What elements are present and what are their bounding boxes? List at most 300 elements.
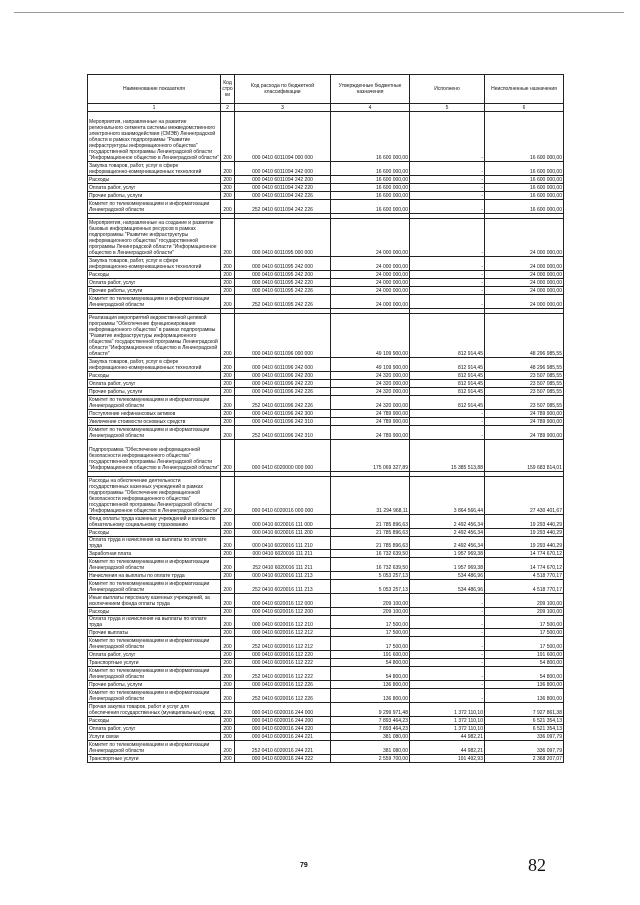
col-number: 2 bbox=[221, 104, 235, 112]
row-line-code: 200 bbox=[221, 558, 235, 572]
table-row bbox=[88, 112, 564, 162]
col-header-name: Наименование показателя bbox=[88, 75, 221, 104]
row-executed: - bbox=[410, 659, 485, 667]
row-approved: 7 893 464,23 bbox=[331, 717, 410, 725]
row-line-code: 200 bbox=[221, 651, 235, 659]
row-unexecuted: 336 097,79 bbox=[485, 741, 564, 755]
row-unexecuted: 23 507 085,55 bbox=[485, 388, 564, 396]
row-approved: 209 100,00 bbox=[331, 594, 410, 608]
table-row bbox=[88, 637, 564, 651]
row-executed: 534 486,96 bbox=[410, 572, 485, 580]
row-line-code: 200 bbox=[221, 418, 235, 426]
row-line-code: 200 bbox=[221, 629, 235, 637]
row-approved: 24 320 000,00 bbox=[331, 396, 410, 410]
row-approved: 2 559 700,00 bbox=[331, 755, 410, 763]
row-unexecuted: 54 800,00 bbox=[485, 659, 564, 667]
row-budget-code: 000 0410 6020016 112 210 bbox=[235, 616, 331, 629]
table-row bbox=[88, 529, 564, 537]
row-name: Комитет по телекоммуникациям и информатизации Ленинградской области bbox=[88, 689, 221, 703]
row-executed: - bbox=[410, 608, 485, 616]
row-unexecuted: 191 600,00 bbox=[485, 651, 564, 659]
row-approved: 31 294 968,11 bbox=[331, 477, 410, 515]
row-line-code: 200 bbox=[221, 200, 235, 214]
row-name: Комитет по телекоммуникациям и информатизации Ленинградской области bbox=[88, 558, 221, 572]
table-row bbox=[88, 572, 564, 580]
row-unexecuted: 19 293 440,29 bbox=[485, 515, 564, 529]
row-name: Расходы на обеспечение деятельности государственных казенных учреждений в рамках подпрограммы "Обеспечение информационной безопасности информационного общества" государственной программы Ленинградской области "Информационное общество в Ленинградской области" bbox=[89, 478, 219, 514]
row-unexecuted: 159 683 814,01 bbox=[485, 440, 564, 472]
table-row bbox=[88, 703, 564, 717]
row-unexecuted: 24 000 000,00 bbox=[485, 271, 564, 279]
row-executed: - bbox=[410, 410, 485, 418]
table-row bbox=[88, 755, 564, 763]
row-line-code: 200 bbox=[221, 572, 235, 580]
row-budget-code: 000 0410 6011095 242 200 bbox=[235, 271, 331, 279]
row-budget-code: 000 0410 6020016 244 222 bbox=[235, 755, 331, 763]
table-body bbox=[88, 112, 564, 763]
table-row bbox=[88, 279, 564, 287]
col-number: 6 bbox=[485, 104, 564, 112]
col-number: 1 bbox=[88, 104, 221, 112]
row-unexecuted: 24 789 900,00 bbox=[485, 418, 564, 426]
row-budget-code: 252 0410 6011096 242 310 bbox=[235, 426, 331, 440]
row-approved: 54 800,00 bbox=[331, 667, 410, 681]
row-executed: 1 957 969,38 bbox=[410, 550, 485, 558]
row-executed: 812 914,45 bbox=[410, 372, 485, 380]
row-approved: 49 109 900,00 bbox=[331, 314, 410, 358]
row-approved: 16 600 000,00 bbox=[331, 162, 410, 176]
row-approved: 24 320 000,00 bbox=[331, 388, 410, 396]
row-line-code: 200 bbox=[221, 755, 235, 763]
row-unexecuted: 209 100,00 bbox=[485, 608, 564, 616]
row-name: Услуги связи bbox=[88, 733, 221, 741]
row-unexecuted: 24 000 000,00 bbox=[485, 257, 564, 271]
row-unexecuted: 14 774 670,12 bbox=[485, 550, 564, 558]
row-budget-code: 000 0410 6020016 112 000 bbox=[235, 594, 331, 608]
row-unexecuted: 136 800,00 bbox=[485, 681, 564, 689]
table-row bbox=[88, 537, 564, 550]
row-executed: - bbox=[410, 616, 485, 629]
row-executed: - bbox=[410, 271, 485, 279]
row-approved: 24 789 900,00 bbox=[331, 426, 410, 440]
table-header-row bbox=[88, 75, 564, 104]
row-name: Поступление нефинансовых активов bbox=[88, 410, 221, 418]
row-unexecuted: 24 789 900,00 bbox=[485, 410, 564, 418]
col-number: 3 bbox=[235, 104, 331, 112]
row-budget-code: 000 0410 6011096 242 200 bbox=[235, 372, 331, 380]
row-unexecuted: 16 600 000,00 bbox=[485, 112, 564, 162]
row-approved: 24 789 900,00 bbox=[331, 410, 410, 418]
row-approved: 54 800,00 bbox=[331, 659, 410, 667]
table-row bbox=[88, 192, 564, 200]
row-executed: - bbox=[410, 184, 485, 192]
row-name: Прочие работы, услуги bbox=[88, 287, 221, 295]
row-budget-code: 000 0410 6011096 242 300 bbox=[235, 410, 331, 418]
row-name: Фонд оплаты труда казенных учреждений и взносы по обязательному социальному страхованию bbox=[88, 515, 221, 529]
col-header-budget-code: Код расхода по бюджетной классификации bbox=[235, 75, 331, 104]
row-approved: 7 893 464,23 bbox=[331, 725, 410, 733]
row-executed: 1 372 110,10 bbox=[410, 725, 485, 733]
row-approved: 16 600 000,00 bbox=[331, 192, 410, 200]
row-approved: 21 785 896,63 bbox=[331, 515, 410, 529]
row-approved: 381 080,00 bbox=[331, 733, 410, 741]
row-line-code: 200 bbox=[221, 580, 235, 594]
table-row bbox=[88, 287, 564, 295]
row-line-code: 200 bbox=[221, 733, 235, 741]
table-row bbox=[88, 358, 564, 372]
row-unexecuted: 27 430 401,67 bbox=[485, 477, 564, 515]
row-unexecuted: 4 518 770,17 bbox=[485, 572, 564, 580]
row-approved: 24 320 000,00 bbox=[331, 372, 410, 380]
row-unexecuted: 6 521 354,13 bbox=[485, 725, 564, 733]
row-name: Комитет по телекоммуникациям и информатизации Ленинградской области bbox=[88, 667, 221, 681]
row-name: Оплата работ, услуг bbox=[88, 380, 221, 388]
table-row bbox=[88, 477, 564, 515]
row-budget-code: 000 0410 6011096 242 226 bbox=[235, 388, 331, 396]
row-approved: 24 000 000,00 bbox=[331, 271, 410, 279]
row-unexecuted: 16 600 000,00 bbox=[485, 176, 564, 184]
row-unexecuted: 54 800,00 bbox=[485, 667, 564, 681]
row-unexecuted: 24 789 900,00 bbox=[485, 426, 564, 440]
row-approved: 17 500,00 bbox=[331, 637, 410, 651]
row-unexecuted: 136 800,00 bbox=[485, 689, 564, 703]
table-row bbox=[88, 741, 564, 755]
row-approved: 381 080,00 bbox=[331, 741, 410, 755]
row-budget-code: 252 0410 6020016 112 222 bbox=[235, 667, 331, 681]
table-row bbox=[88, 426, 564, 440]
row-budget-code: 000 0410 6020016 244 221 bbox=[235, 733, 331, 741]
row-approved: 175 069 327,89 bbox=[331, 440, 410, 472]
row-executed: - bbox=[410, 667, 485, 681]
table-row bbox=[88, 295, 564, 309]
row-unexecuted: 209 100,00 bbox=[485, 594, 564, 608]
row-executed: - bbox=[410, 112, 485, 162]
col-header-unexecuted: Неисполненные назначения bbox=[485, 75, 564, 104]
row-executed: - bbox=[410, 162, 485, 176]
budget-execution-table bbox=[87, 74, 564, 763]
table-row bbox=[88, 616, 564, 629]
row-budget-code: 000 0410 6020016 112 226 bbox=[235, 681, 331, 689]
row-approved: 24 000 000,00 bbox=[331, 279, 410, 287]
table-row bbox=[88, 594, 564, 608]
row-line-code: 200 bbox=[221, 257, 235, 271]
row-executed: - bbox=[410, 295, 485, 309]
table-row bbox=[88, 440, 564, 472]
row-line-code: 200 bbox=[221, 616, 235, 629]
row-executed: 812 914,45 bbox=[410, 396, 485, 410]
table-row bbox=[88, 667, 564, 681]
row-name: Расходы bbox=[88, 372, 221, 380]
row-executed: 2 492 456,34 bbox=[410, 529, 485, 537]
row-approved: 24 000 000,00 bbox=[331, 219, 410, 257]
row-name: Оплата работ, услуг bbox=[88, 651, 221, 659]
row-name: Расходы bbox=[88, 271, 221, 279]
row-unexecuted: 24 000 000,00 bbox=[485, 219, 564, 257]
row-budget-code: 000 0410 6011096 242 000 bbox=[235, 358, 331, 372]
row-unexecuted: 48 296 985,55 bbox=[485, 314, 564, 358]
table-row bbox=[88, 580, 564, 594]
row-approved: 17 500,00 bbox=[331, 629, 410, 637]
row-unexecuted: 14 774 670,12 bbox=[485, 558, 564, 572]
row-name: Оплата труда и начисления на выплаты по оплате труда bbox=[88, 616, 221, 629]
row-budget-code: 000 0410 6020016 111 211 bbox=[235, 550, 331, 558]
row-approved: 24 789 900,00 bbox=[331, 418, 410, 426]
row-line-code: 200 bbox=[221, 279, 235, 287]
row-approved: 16 600 000,00 bbox=[331, 176, 410, 184]
table-row bbox=[88, 717, 564, 725]
table-row bbox=[88, 176, 564, 184]
row-executed: - bbox=[410, 594, 485, 608]
row-approved: 49 109 900,00 bbox=[331, 358, 410, 372]
row-name: Расходы bbox=[88, 717, 221, 725]
row-line-code: 200 bbox=[221, 637, 235, 651]
row-executed: 44 982,21 bbox=[410, 733, 485, 741]
row-line-code: 200 bbox=[221, 372, 235, 380]
row-line-code: 200 bbox=[221, 162, 235, 176]
row-line-code: 200 bbox=[221, 741, 235, 755]
table-row bbox=[88, 733, 564, 741]
table-row bbox=[88, 629, 564, 637]
row-executed: 2 492 456,34 bbox=[410, 515, 485, 529]
row-unexecuted: 4 518 770,17 bbox=[485, 580, 564, 594]
row-executed: 812 914,45 bbox=[410, 314, 485, 358]
row-executed: 1 372 110,10 bbox=[410, 717, 485, 725]
row-budget-code: 000 0410 6011096 242 310 bbox=[235, 418, 331, 426]
row-budget-code: 000 0410 6011096 242 220 bbox=[235, 380, 331, 388]
table-row bbox=[88, 271, 564, 279]
row-line-code: 200 bbox=[221, 287, 235, 295]
row-approved: 9 299 971,48 bbox=[331, 703, 410, 717]
row-budget-code: 000 0410 6020000 000 000 bbox=[235, 440, 331, 472]
row-budget-code: 000 0410 6011094 242 200 bbox=[235, 176, 331, 184]
row-name: Прочие выплаты bbox=[88, 629, 221, 637]
row-line-code: 200 bbox=[221, 725, 235, 733]
row-executed: - bbox=[410, 287, 485, 295]
table-row bbox=[88, 659, 564, 667]
row-approved: 24 000 000,00 bbox=[331, 257, 410, 271]
row-approved: 191 600,00 bbox=[331, 651, 410, 659]
row-unexecuted: 23 507 085,55 bbox=[485, 380, 564, 388]
row-line-code: 200 bbox=[221, 314, 235, 358]
table-row bbox=[88, 314, 564, 358]
row-name: Комитет по телекоммуникациям и информатизации Ленинградской области bbox=[88, 741, 221, 755]
page-number: 79 bbox=[300, 862, 308, 869]
table-row bbox=[88, 689, 564, 703]
row-budget-code: 000 0410 6011095 242 220 bbox=[235, 279, 331, 287]
row-approved: 5 053 257,13 bbox=[331, 572, 410, 580]
row-line-code: 200 bbox=[221, 380, 235, 388]
row-unexecuted: 17 500,00 bbox=[485, 637, 564, 651]
row-line-code: 200 bbox=[221, 608, 235, 616]
row-budget-code: 252 0410 6020016 112 212 bbox=[235, 637, 331, 651]
row-unexecuted: 6 521 354,13 bbox=[485, 717, 564, 725]
row-line-code: 200 bbox=[221, 192, 235, 200]
row-line-code: 200 bbox=[221, 537, 235, 550]
row-unexecuted: 16 600 000,00 bbox=[485, 200, 564, 214]
row-line-code: 200 bbox=[221, 295, 235, 309]
row-line-code: 200 bbox=[221, 271, 235, 279]
row-line-code: 200 bbox=[221, 219, 235, 257]
row-unexecuted: 24 000 000,00 bbox=[485, 287, 564, 295]
row-executed: 44 982,21 bbox=[410, 741, 485, 755]
table-row bbox=[88, 725, 564, 733]
row-approved: 5 053 257,13 bbox=[331, 580, 410, 594]
row-executed: 191 492,93 bbox=[410, 755, 485, 763]
row-name: Комитет по телекоммуникациям и информатизации Ленинградской области bbox=[88, 200, 221, 214]
row-budget-code: 000 0410 6011096 000 000 bbox=[235, 314, 331, 358]
handwritten-page-stamp: 82 bbox=[528, 855, 546, 875]
row-name: Оплата работ, услуг bbox=[88, 279, 221, 287]
row-executed: - bbox=[410, 651, 485, 659]
row-line-code: 200 bbox=[221, 667, 235, 681]
row-approved: 24 320 000,00 bbox=[331, 380, 410, 388]
row-budget-code: 252 0410 6020016 112 226 bbox=[235, 689, 331, 703]
row-name: Прочие работы, услуги bbox=[88, 388, 221, 396]
row-executed: - bbox=[410, 681, 485, 689]
col-header-approved: Утвержденные бюджетные назначения bbox=[331, 75, 410, 104]
row-budget-code: 252 0410 6020016 111 213 bbox=[235, 580, 331, 594]
row-unexecuted: 24 000 000,00 bbox=[485, 279, 564, 287]
row-budget-code: 252 0410 6011095 242 226 bbox=[235, 295, 331, 309]
table-row bbox=[88, 200, 564, 214]
row-budget-code: 000 0410 6020016 112 200 bbox=[235, 608, 331, 616]
row-budget-code: 252 0410 6020016 111 211 bbox=[235, 558, 331, 572]
table-row bbox=[88, 550, 564, 558]
row-name: Расходы bbox=[88, 529, 221, 537]
row-executed: - bbox=[410, 637, 485, 651]
table-row bbox=[88, 515, 564, 529]
row-name: Прочие работы, услуги bbox=[88, 681, 221, 689]
row-line-code: 200 bbox=[221, 176, 235, 184]
row-line-code: 200 bbox=[221, 426, 235, 440]
row-approved: 24 000 000,00 bbox=[331, 295, 410, 309]
row-name: Реализация мероприятий ведомственной целевой программы "Обеспечение функционирования информационного общества" в рамках подпрограммы "Развитие инфраструктуры информационного общества" государственной программы Ленинградской области "Информационное общество в Ленинградской области" bbox=[88, 314, 221, 358]
row-executed: 2 492 456,34 bbox=[410, 537, 485, 550]
row-budget-code: 000 0410 6020016 111 210 bbox=[235, 537, 331, 550]
table-row bbox=[88, 608, 564, 616]
row-line-code: 200 bbox=[221, 184, 235, 192]
row-name: Комитет по телекоммуникациям и информатизации Ленинградской области bbox=[88, 295, 221, 309]
table-row bbox=[88, 162, 564, 176]
row-name: Оплата труда и начисления на выплаты по оплате труда bbox=[88, 537, 221, 550]
row-unexecuted: 16 600 000,00 bbox=[485, 184, 564, 192]
row-executed: 1 957 969,38 bbox=[410, 558, 485, 572]
row-executed: 15 385 513,88 bbox=[410, 440, 485, 472]
row-executed: 812 914,45 bbox=[410, 388, 485, 396]
table-row bbox=[88, 219, 564, 257]
table-row bbox=[88, 558, 564, 572]
row-unexecuted: 16 600 000,00 bbox=[485, 192, 564, 200]
table-row bbox=[88, 396, 564, 410]
col-header-executed: Исполнено bbox=[410, 75, 485, 104]
row-line-code: 200 bbox=[221, 396, 235, 410]
row-budget-code: 000 0410 6011095 242 226 bbox=[235, 287, 331, 295]
row-executed: - bbox=[410, 192, 485, 200]
row-budget-code: 000 0410 6020016 244 220 bbox=[235, 725, 331, 733]
row-line-code: 200 bbox=[221, 550, 235, 558]
row-line-code: 200 bbox=[221, 440, 235, 472]
row-unexecuted: 48 296 985,55 bbox=[485, 358, 564, 372]
row-line-code: 200 bbox=[221, 681, 235, 689]
col-header-line-code: Код стро ки bbox=[221, 75, 235, 104]
row-name: Комитет по телекоммуникациям и информатизации Ленинградской области bbox=[88, 396, 221, 410]
row-line-code: 200 bbox=[221, 689, 235, 703]
row-line-code: 200 bbox=[221, 659, 235, 667]
table-row bbox=[88, 388, 564, 396]
table-row bbox=[88, 410, 564, 418]
row-budget-code: 000 0410 6011094 242 220 bbox=[235, 184, 331, 192]
row-name: Транспортные услуги bbox=[88, 659, 221, 667]
row-line-code: 200 bbox=[221, 594, 235, 608]
row-budget-code: 000 0410 6011095 000 000 bbox=[235, 219, 331, 257]
table-row bbox=[88, 681, 564, 689]
row-executed: - bbox=[410, 257, 485, 271]
row-name: Мероприятия, направленные на развитие регионального сегмента системы межведомственного электронного взаимодействия (СМЭВ) Ленинградской области в рамках подпрограммы "Развитие инфраструктуры информационного общества" государственной программы Ленинградской области "Информационное общество в Ленинградской области" bbox=[88, 112, 221, 162]
row-name: Комитет по телекоммуникациям и информатизации Ленинградской области bbox=[88, 637, 221, 651]
row-name: Закупка товаров, работ, услуг в сфере информационно-коммуникационных технологий bbox=[88, 162, 221, 176]
row-name: Закупка товаров, работ, услуг в сфере информационно-коммуникационных технологий bbox=[88, 257, 221, 271]
row-executed: 812 914,45 bbox=[410, 358, 485, 372]
table-row bbox=[88, 184, 564, 192]
row-executed: - bbox=[410, 426, 485, 440]
row-name: Подпрограмма "Обеспечение информационной безопасности информационного общества" государственной программы Ленинградской области "Информационное общество в Ленинградской области" bbox=[88, 440, 221, 472]
row-name: Мероприятия, направленные на создание и развитие базовых информационных ресурсов в рамках подпрограммы "Развитие инфраструктуры информационного общества" государственной программы Ленинградской области "Информационное общество в Ленинградской области" bbox=[88, 219, 221, 257]
row-budget-code: 000 0410 6020016 112 212 bbox=[235, 629, 331, 637]
row-executed: - bbox=[410, 176, 485, 184]
row-budget-code: 252 0410 6020016 244 221 bbox=[235, 741, 331, 755]
row-name: Прочие работы, услуги bbox=[88, 192, 221, 200]
row-approved: 16 600 000,00 bbox=[331, 200, 410, 214]
row-approved: 136 800,00 bbox=[331, 689, 410, 703]
column-number-row bbox=[88, 104, 564, 112]
row-executed: 1 372 110,10 bbox=[410, 703, 485, 717]
row-budget-code: 000 0410 6020016 112 222 bbox=[235, 659, 331, 667]
row-unexecuted: 23 507 085,55 bbox=[485, 372, 564, 380]
row-line-code: 200 bbox=[221, 703, 235, 717]
row-budget-code: 252 0410 6011096 242 226 bbox=[235, 396, 331, 410]
row-approved: 17 500,00 bbox=[331, 616, 410, 629]
row-unexecuted: 23 507 085,55 bbox=[485, 396, 564, 410]
row-executed: - bbox=[410, 629, 485, 637]
row-name: Комитет по телекоммуникациям и информатизации Ленинградской области bbox=[88, 580, 221, 594]
row-approved: 16 732 639,50 bbox=[331, 550, 410, 558]
row-budget-code: 000 0410 6020016 111 200 bbox=[235, 529, 331, 537]
row-line-code: 200 bbox=[221, 388, 235, 396]
row-executed: - bbox=[410, 200, 485, 214]
row-unexecuted: 19 293 440,29 bbox=[485, 529, 564, 537]
row-approved: 136 800,00 bbox=[331, 681, 410, 689]
row-line-code: 200 bbox=[221, 410, 235, 418]
table-row bbox=[88, 651, 564, 659]
row-name: Начисления на выплаты по оплате труда bbox=[88, 572, 221, 580]
row-executed: - bbox=[410, 219, 485, 257]
row-line-code: 200 bbox=[221, 358, 235, 372]
row-unexecuted: 336 097,79 bbox=[485, 733, 564, 741]
row-line-code: 200 bbox=[221, 477, 235, 515]
row-approved: 24 000 000,00 bbox=[331, 287, 410, 295]
row-budget-code: 000 0410 6020016 111 000 bbox=[235, 515, 331, 529]
row-budget-code: 000 0410 6020016 111 213 bbox=[235, 572, 331, 580]
row-executed: - bbox=[410, 279, 485, 287]
table-row bbox=[88, 372, 564, 380]
row-unexecuted: 2 368 207,07 bbox=[485, 755, 564, 763]
row-name: Прочая закупка товаров, работ и услуг для обеспечения государственных (муниципальных) нужд bbox=[88, 703, 221, 717]
row-budget-code: 000 0410 6011094 000 000 bbox=[235, 112, 331, 162]
row-line-code: 200 bbox=[221, 717, 235, 725]
row-unexecuted: 7 927 861,38 bbox=[485, 703, 564, 717]
row-executed: 812 914,45 bbox=[410, 380, 485, 388]
row-budget-code: 000 0410 6020016 112 220 bbox=[235, 651, 331, 659]
